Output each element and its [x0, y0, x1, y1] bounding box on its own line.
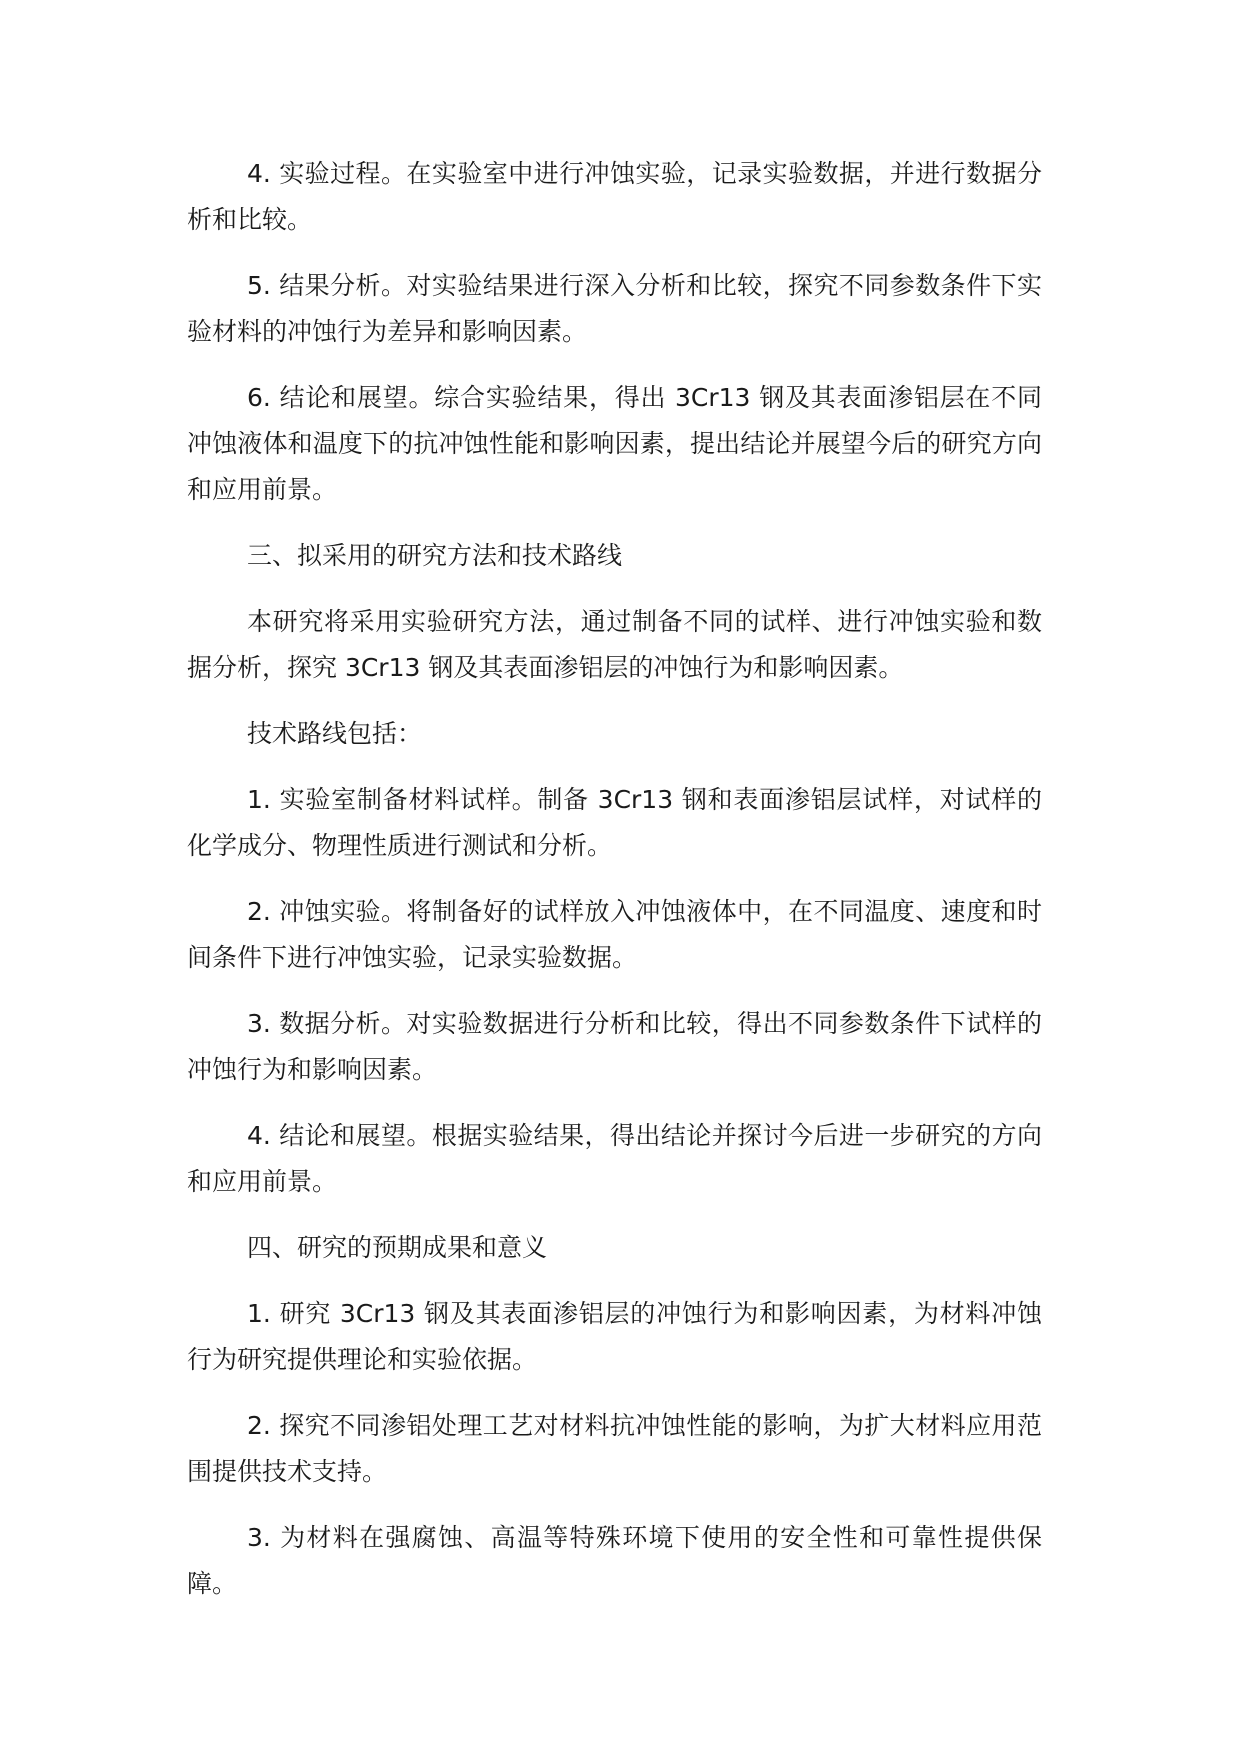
paragraph-route-1: 1. 实验室制备材料试样。制备 3Cr13 钢和表面渗铝层试样，对试样的化学成分、物理性质进行测试和分析。: [187, 785, 1042, 860]
paragraph-outcome-2: 2. 探究不同渗铝处理工艺对材料抗冲蚀性能的影响，为扩大材料应用范围提供技术支持。: [187, 1411, 1042, 1486]
paragraph-step-4-experiment: 4. 实验过程。在实验室中进行冲蚀实验，记录实验数据，并进行数据分析和比较。: [187, 159, 1042, 234]
paragraph-methods-intro: 本研究将采用实验研究方法，通过制备不同的试样、进行冲蚀实验和数据分析，探究 3Cr13 钢及其表面渗铝层的冲蚀行为和影响因素。: [187, 607, 1042, 682]
paragraph-route-3: 3. 数据分析。对实验数据进行分析和比较，得出不同参数条件下试样的冲蚀行为和影响因素。: [187, 1009, 1042, 1084]
paragraph-step-5-analysis: 5. 结果分析。对实验结果进行深入分析和比较，探究不同参数条件下实验材料的冲蚀行为差异和影响因素。: [187, 271, 1042, 346]
section-heading-methods: 三、拟采用的研究方法和技术路线: [247, 541, 623, 570]
paragraph-outcome-3: 3. 为材料在强腐蚀、高温等特殊环境下使用的安全性和可靠性提供保障。: [187, 1523, 1042, 1598]
paragraph-route-4: 4. 结论和展望。根据实验结果，得出结论并探讨今后进一步研究的方向和应用前景。: [187, 1121, 1042, 1196]
document-body: [187, 151, 1042, 1627]
section-heading-outcomes: 四、研究的预期成果和意义: [247, 1233, 548, 1262]
paragraph-outcome-1: 1. 研究 3Cr13 钢及其表面渗铝层的冲蚀行为和影响因素，为材料冲蚀行为研究提供理论和实验依据。: [187, 1299, 1042, 1374]
paragraph-route-2: 2. 冲蚀实验。将制备好的试样放入冲蚀液体中，在不同温度、速度和时间条件下进行冲蚀实验，记录实验数据。: [187, 897, 1042, 972]
paragraph-route-intro: 技术路线包括：: [247, 719, 423, 748]
paragraph-step-6-conclusion: 6. 结论和展望。综合实验结果，得出 3Cr13 钢及其表面渗铝层在不同冲蚀液体和温度下的抗冲蚀性能和影响因素，提出结论并展望今后的研究方向和应用前景。: [187, 383, 1042, 504]
